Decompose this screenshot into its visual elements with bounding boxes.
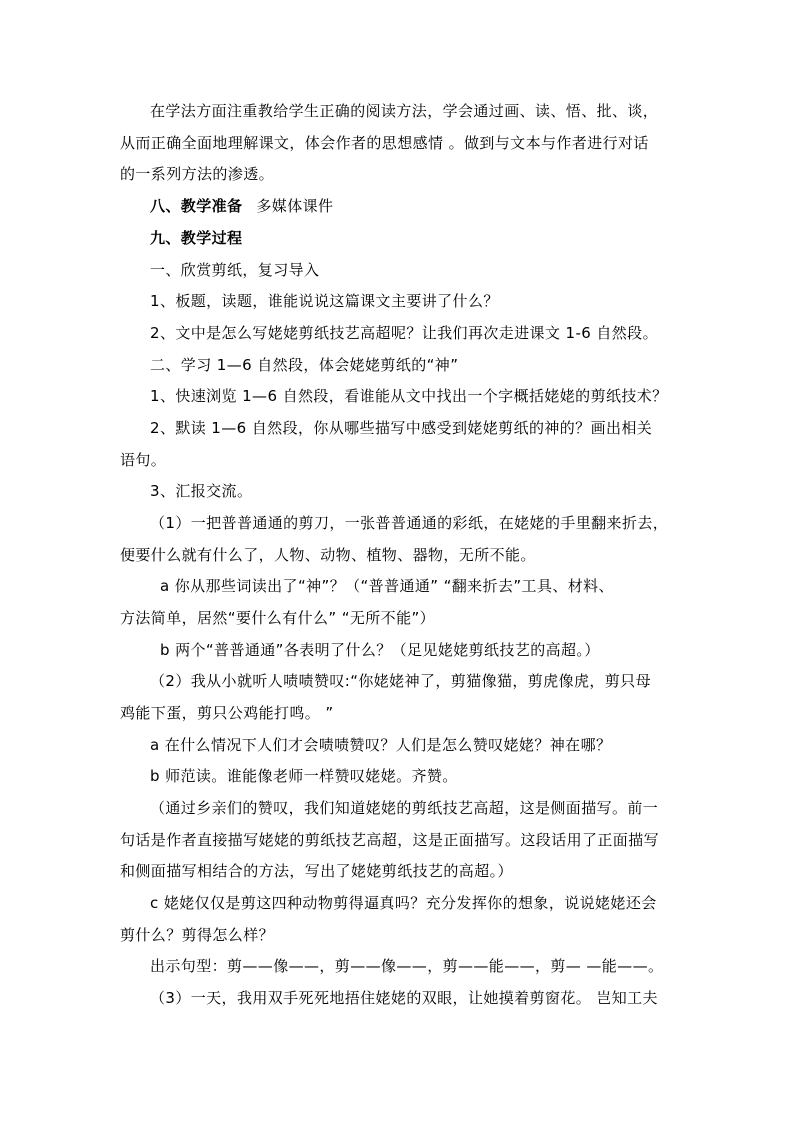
paragraph-line: 从而正确全面地理解课文，体会作者的思想感情 。做到与文本与作者进行对话 <box>120 134 649 152</box>
sub-item-continued: 剪什么？剪得怎么样？ <box>120 926 275 944</box>
sub-item-continued: 方法简单，居然“要什么有什么” “无所不能”） <box>120 609 436 627</box>
quote-paragraph: （2）我从小就听人啧啧赞叹:“你姥姥神了，剪猫像猫，剪虎像虎，剪只母 <box>150 672 651 690</box>
list-item: 2、文中是怎么写姥姥剪纸技艺高超呢？让我们再次走进课文 1-6 自然段。 <box>150 324 658 342</box>
sentence-pattern: 出示句型：剪——像——，剪——像——，剪——能——，剪— —能——。 <box>150 957 664 975</box>
quote-paragraph: （1）一把普普通通的剪刀，一张普普通通的彩纸，在姥姥的手里翻来折去， <box>150 514 669 532</box>
sub-item: c 姥姥仅仅是剪这四种动物剪得逼真吗？充分发挥你的想象，说说姥姥还会 <box>150 894 657 912</box>
paragraph-line: 的一系列方法的渗透。 <box>120 165 275 183</box>
sub-item: b 两个“普普通通”各表明了什么？（足见姥姥剪纸技艺的高超。） <box>160 641 600 659</box>
section-heading: 九、教学过程 <box>150 229 243 247</box>
list-item: 1、快速浏览 1—6 自然段，看谁能从文中找出一个字概括姥姥的剪纸技术？ <box>150 387 668 405</box>
list-item: 3、汇报交流。 <box>150 482 253 500</box>
quote-paragraph: 便要什么就有什么了，人物、动物、植物、器物，无所不能。 <box>120 546 536 564</box>
note-paragraph: 句话是作者直接描写姥姥的剪纸技艺高超，这是正面描写。这段话用了正面描写 <box>120 831 660 849</box>
note-paragraph: 和侧面描写相结合的方法，写出了姥姥剪纸技艺的高超。） <box>120 862 513 880</box>
sub-item: a 在什么情况下人们才会啧啧赞叹？人们是怎么赞叹姥姥？神在哪？ <box>150 736 612 754</box>
part-title: 二、学习 1—6 自然段，体会姥姥剪纸的“神” <box>150 356 459 374</box>
part-title: 一、欣赏剪纸，复习导入 <box>150 261 320 279</box>
list-item-continued: 语句。 <box>120 451 167 469</box>
sub-item: b 师范读。谁能像老师一样赞叹姥姥。齐赞。 <box>150 767 458 785</box>
list-item: 1、板题，读题，谁能说说这篇课文主要讲了什么？ <box>150 292 499 310</box>
note-paragraph: （通过乡亲们的赞叹，我们知道姥姥的剪纸技艺高超，这是侧面描写。前一 <box>150 799 659 817</box>
quote-paragraph: 鸡能下蛋，剪只公鸡能打鸣。 ” <box>120 704 334 722</box>
paragraph-line: 在学法方面注重教给学生正确的阅读方法，学会通过画、读、悟、批、谈， <box>150 102 659 120</box>
sub-item: a 你从那些词读出了“神”？（“普普通通” “翻来折去”工具、材料、 <box>160 577 614 595</box>
section-content: 多媒体课件 <box>256 197 334 215</box>
quote-paragraph: （3）一天，我用双手死死地捂住姥姥的双眼，让她摸着剪窗花。 岂知工夫 <box>150 989 658 1007</box>
list-item: 2、默读 1—6 自然段，你从哪些描写中感受到姥姥剪纸的神的？画出相关 <box>150 419 653 437</box>
section-8-line <box>150 196 333 216</box>
section-heading: 八、教学准备 <box>150 197 243 215</box>
